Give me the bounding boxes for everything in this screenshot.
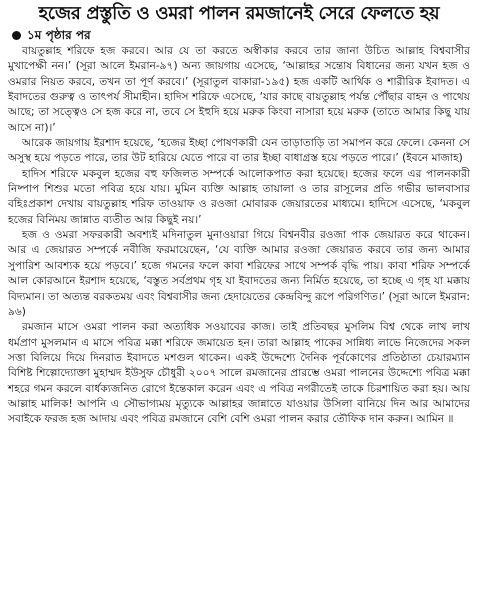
article-paragraph: রমজান মাসে ওমরা পালন করা অত্যধিক সওয়াবের কাজ। তাই প্রতিবছর মুসলিম বিশ্ব থেকে লাখ লাখ ধর্মপ্রাণ মুসলমান এ মাসে পবিত্র মক্কা শরিফে জমায়েত হন। তারা আল্লাহ পাকের সান্নিধ্য লাভে নিজেদের সকল সত্তা বিলিয়ে দিয়ে দিনরাত ইবাদতে মশগুল থাকেন। একই উদ্দেশ্যে দৈনিক পূর্বকোণের প্রতিষ্ঠাতা চেয়ারম্যান বিশিষ্ট শিল্পোদ্যোক্তা মুহাম্মদ ইউসুফ চৌধুরী ২০০৭ সালে রমজানের প্রারম্ভে ওমরা পালনের উদ্দেশ্যে পবিত্র মক্কা শহরে গমন করলে বার্ধক্যজনিত রোগে ইন্তেকাল করেন এবং এ পবিত্র নগরীতেই তাকে চিরশায়িত করা হয়। আয় আল্লাহ মালিক! আপনি এ সৌভাগ্যময় মৃত্যুকে আল্লাহর জান্নাতে যাওয়ার উসিলা বানিয়ে দিন আর আমাদের সবাইকে ফরজ হজ আদায় এবং পবিত্র রমজানে বেশি বেশি ওমরা পালন করার তৌফিক দান করুন। আমিন ॥ (8, 321, 470, 426)
article-paragraph: বায়তুল্লাহ শরিফে হজ করবে। আর যে তা করতে অস্বীকার করবে তার জানা উচিত আল্লাহ বিশ্ববাসীর মুখাপেক্ষী নন।’ (সূরা আলে ইমরান-৯৭) অন্য জায়গায় এসেছে, ‘আল্লাহর সন্তোষ বিধানের জন্য যখন হজ ও ওমরার নিয়ত করবে, তখন তা পূর্ণ করবে।’ (সূরাতুল বাকারা-১৯৫) হজ একটি আর্থিক ও শারীরিক ইবাদত। এ ইবাদতের গুরুত্ব ও তাৎপর্য সীমাহীন। হাদিস শরিফে এসেছে, ‘যার কাছে বায়তুল্লাহ পর্যন্ত পৌঁছার বাহন ও পাথেয় আছে; তা সত্ত্বেও সে হজ করে না, তবে সে ইহুদি হয়ে মরুক কিংবা নাসারা হয়ে মরুক (তাতে আমার কিছু যায় আসে না)।’ (8, 45, 470, 134)
article-paragraph: হাদিস শরিফে মকবুল হজের বহু ফজিলত সম্পর্কে আলোকপাত করা হয়েছে। হজের ফলে এর পালনকারী নিষ্পাপ শিশুর মতো পবিত্র হয়ে যায়। মুমিন ব্যক্তি আল্লাহ তায়ালা ও তার রাসূলের প্রতি গভীর ভালবাসার বহিঃপ্রকাশ দেখায় বায়তুল্লাহ শরিফ তাওয়াফ ও রওজা মোবারক জেয়ারতের মাধ্যমে। হাদিসে এসেছে, ‘মকবুল হজের বিনিময় জান্নাত ব্যতীত আর কিছুই নয়।’ (8, 167, 470, 226)
continued-from-label: ১ম পৃষ্ঠার পর (27, 28, 91, 42)
article-paragraph: আরেক জায়গায় ইরশাদ হয়েছে, ‘হজের ইচ্ছা পোষণকারী যেন তাড়াতাড়ি তা সমাপন করে ফেলে। কেননা সে অসুস্থ হয়ে পড়তে পারে, তার উট হারিয়ে যেতে পারে বা তার ইচ্ছা বাধাগ্রস্ত হয়ে পড়তে পারে।’ (ইবনে মাজাহ) (8, 137, 470, 165)
bullet-icon (12, 31, 21, 40)
article-headline: হজের প্রস্তুতি ও ওমরা পালন রমজানেই সেরে ফেলতে হয় (38, 3, 440, 24)
article-body (8, 44, 470, 428)
continued-from-line (12, 27, 470, 43)
article-paragraph: হজ ও ওমরা সফরকারী অবশ্যই মদিনাতুল মুনাওয়ারা গিয়ে বিশ্বনবীর রওজা পাক জেয়ারত করে থাকেন। আর এ জেয়ারত সম্পর্কে নবীজি ফরমায়েছেন, ‘যে ব্যক্তি আমার রওজা জেয়ারত করবে তার জন্য আমার সুপারিশ আবশ্যক হয়ে পড়বে।’ হজে গমনের ফলে কাবা শরিফের সাথে সম্পর্ক বৃদ্ধি পায়। কাবা শরিফ সম্পর্কে আল কোরআনে ইরশাদ হয়েছে, ‘বস্তুত সর্বপ্রথম গৃহ যা ইবাদতের জন্য নির্মিত হয়েছে, তা হচ্ছে এ গৃহ যা মক্কায় বিদ্যমান। তা অত্যন্ত বরকতময় এবং বিশ্ববাসীর জন্য হেদায়েতের কেন্দ্রবিন্দু রূপে পরিগণিত।’ (সূরা আলে ইমরান: ৯৬) (8, 229, 470, 318)
